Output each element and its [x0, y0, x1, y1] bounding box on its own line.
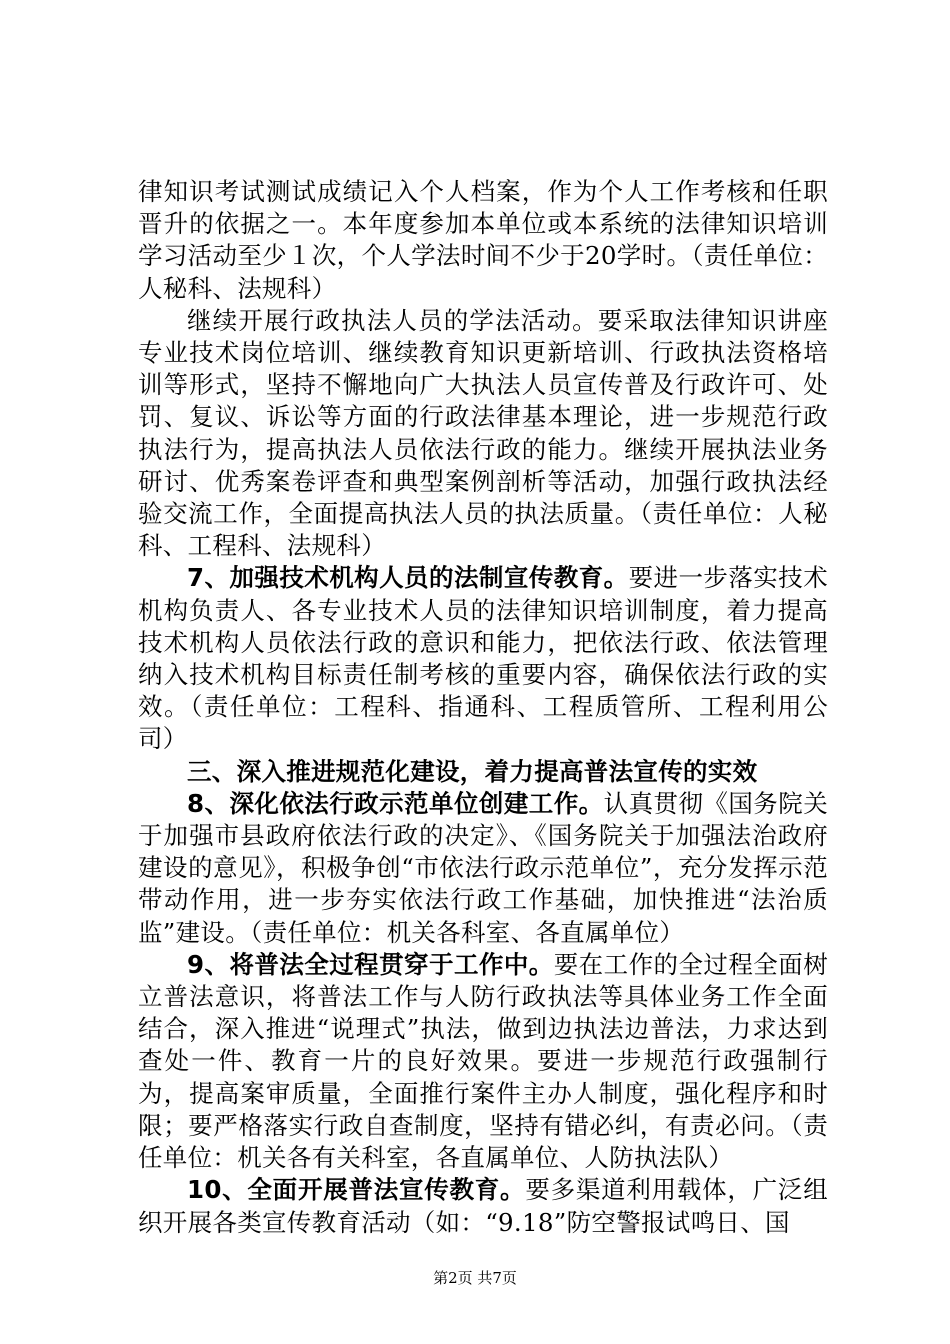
- paragraph-text: 要在工作的全过程全面树立普法意识，将普法工作与人防行政执法等具体业务工作全面结合，深入推进“说理式”执法，做到边执法边普法，力求达到查处一件、教育一片的良好效果。要进一步规范行政强制行为，提高案审质量，全面推行案件主办人制度，强化程序和时限；要严格落实行政自查制度，坚持有错必纠，有责必问。（责任单位：机关各有关科室，各直属单位、人防执法队）: [138, 949, 828, 1173]
- paragraph-text: 继续开展行政执法人员的学法活动。要采取法律知识讲座专业技术岗位培训、继续教育知识更新培训、行政执法资格培训等形式，坚持不懈地向广大执法人员宣传普及行政许可、处罚、复议、诉讼等方面的行政法律基本理论，进一步规范行政执法行为，提高执法人员依法行政的能力。继续开展执法业务研讨、优秀案卷评查和典型案例剖析等活动，加强行政执法经验交流工作，全面提高执法人员的执法质量。（责任单位：人秘科、工程科、法规科）: [138, 305, 828, 561]
- section-heading-text: 三、深入推进规范化建设，着力提高普法宣传的实效: [187, 756, 758, 786]
- paragraph-heading: 8、深化依法行政示范单位创建工作。: [187, 788, 604, 818]
- paragraph-3: [138, 562, 828, 755]
- paragraph-heading: 10、全面开展普法宣传教育。: [187, 1175, 526, 1205]
- section-heading: [138, 756, 828, 788]
- paragraph-heading: 9、将普法全过程贯穿于工作中。: [187, 949, 554, 979]
- document-body: [138, 176, 828, 1239]
- paragraph-text: 认真贯彻《国务院关于加强市县政府依法行政的决定》、《国务院关于加强法治政府建设的意见》，积极争创“市依法行政示范单位”，充分发挥示范带动作用，进一步夯实依法行政工作基础，加快推进“法治质监”建设。（责任单位：机关各科室、各直属单位）: [138, 788, 828, 947]
- page-footer: [0, 1267, 950, 1288]
- paragraph-6: [138, 949, 828, 1174]
- paragraph-7: [138, 1174, 828, 1238]
- paragraph-heading: 7、加强技术机构人员的法制宣传教育。: [187, 563, 629, 593]
- paragraph-2: [138, 305, 828, 563]
- paragraph-1: [138, 176, 828, 305]
- paragraph-5: [138, 788, 828, 949]
- paragraph-text: 要进一步落实技术机构负责人、各专业技术人员的法律知识培训制度，着力提高技术机构人员依法行政的意识和能力，把依法行政、依法管理纳入技术机构目标责任制考核的重要内容，确保依法行政的实效。（责任单位：工程科、指通科、工程质管所、工程利用公司）: [138, 563, 828, 754]
- paragraph-text: 要多渠道利用载体，广泛组织开展各类宣传教育活动（如：“9.18”防空警报试鸣日、国: [138, 1175, 828, 1237]
- paragraph-text: 律知识考试测试成绩记入个人档案，作为个人工作考核和任职晋升的依据之一。本年度参加本单位或本系统的法律知识培训学习活动至少１次，个人学法时间不少于20学时。（责任单位：人秘科、法规科）: [138, 177, 828, 303]
- page-number-label: 第2页 共7页: [433, 1269, 517, 1287]
